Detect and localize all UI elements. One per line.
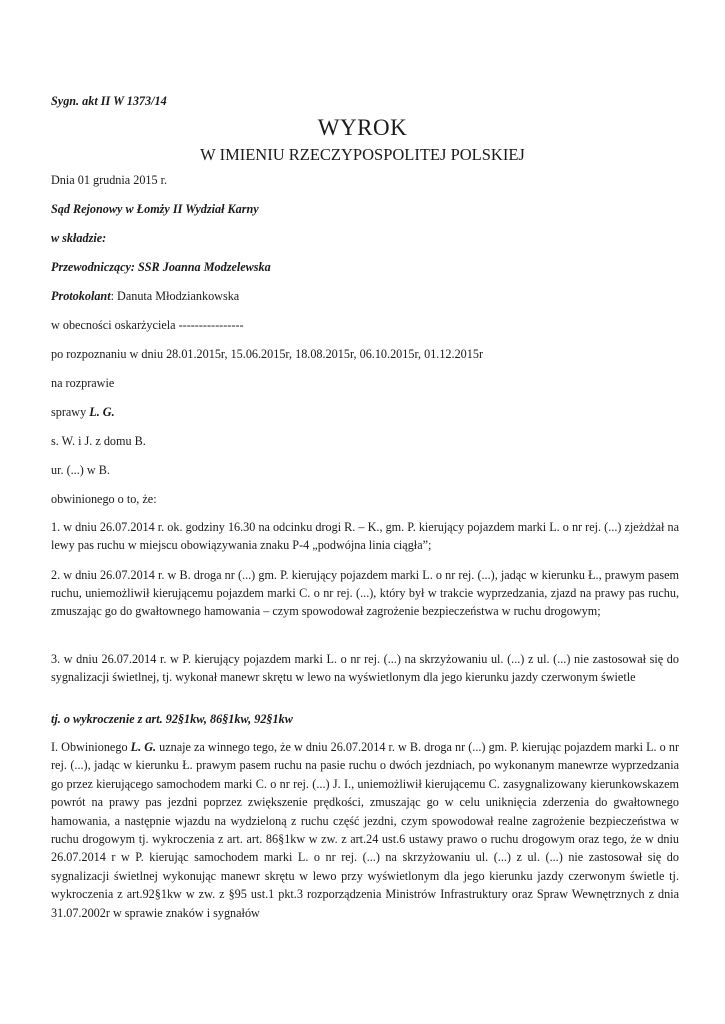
verdict-defendant-name: L. G.	[130, 740, 157, 754]
verdict-prefix: I. Obwinionego	[51, 740, 131, 754]
clerk-name: : Danuta Młodziankowska	[110, 289, 240, 303]
charge-1: 1. w dniu 26.07.2014 r. ok. godziny 16.30 na odcinku drogi R. – K., gm. P. kierujący pojazdem marki L. o nr rej. (...) zjeżdżał na lewy pas ruchu w miejscu obowiązywania znaku P-4 „podwójna linia ciągła”;	[51, 520, 679, 553]
birth-line: ur. (...) w B.	[51, 463, 110, 477]
verdict-text: uznaje za winnego tego, że w dniu 26.07.2014 r. w B. droga nr (...) gm. P. kierując pojazdem marki L. o nr rej. (...), jadąc w kierunku Ł. prawym pasem ruchu na pasie ruchu o dwóch jezdniach, po wykonanym manewrze wyprzedzania go przez kierującego samochodem marki C. o nr rej. (...) J. I., uniemożliwił kierującemu C. zasygnalizowany kierunkowskazem powrót na prawy pas jezdni poprzez zwiększenie prędkości, zmuszając go w celu uniknięcia zderzenia do gwałtownego hamowania, a następnie wjazdu na wydzieloną z ruchu część jezdni, czym spowodował realne zagrożenie bezpieczeństwa w ruchu drogowym tj. wykroczenia z art. art. 86§1kw w zw. z art.24 ust.6 ustawy prawo o ruchu drogowym oraz tego, że w dniu 26.07.2014 r w P. kierując samochodem marki L. o nr rej. (...) na skrzyżowaniu ul. (...) z ul. (...) nie zastosował się do sygnalizacji świetlnej wykonując manewr skrętu w lewo przy wyświetlonym dla jego kierunku jazdy czerwonym świetle tj. wykroczenia z art.92§1kw w zw. z §95 ust.1 pkt.3 rozporządzenia Ministrów Infrastruktury oraz Spraw Wewnętrznych z dnia 31.07.2002r w sprawie znaków i sygnałów	[51, 740, 680, 920]
defendant-name: L. G.	[89, 405, 115, 419]
court-name: Sąd Rejonowy w Łomży II Wydział Karny	[51, 202, 259, 216]
verdict-title: WYROK	[317, 115, 408, 140]
charge-3: 3. w dniu 26.07.2014 r. w P. kierujący pojazdem marki L. o nr rej. (...) na skrzyżowaniu ul. (...) z ul. (...) nie zastosował się do sygnalizacji świetlnej, tj. wykonał manewr skrętu w lewo na wyświetlonym dla jego kierunku jazdy czerwonym świetle	[51, 652, 679, 685]
verdict-paragraph	[51, 738, 679, 922]
clerk-line	[51, 289, 239, 304]
verdict-subtitle: W IMIENIU RZECZYPOSPOLITEJ POLSKIEJ	[200, 145, 525, 164]
case-prefix: sprawy	[51, 405, 90, 419]
parents-line: s. W. i J. z domu B.	[51, 434, 146, 448]
hearing-dates: po rozpoznaniu w dniu 28.01.2015r, 15.06.2015r, 18.08.2015r, 06.10.2015r, 01.12.2015r	[51, 347, 484, 361]
clerk-label: Protokolant	[51, 289, 111, 303]
chair-line: Przewodniczący: SSR Joanna Modzelewska	[51, 260, 271, 274]
prosecutor-line: w obecności oskarżyciela ----------------	[51, 318, 244, 332]
charge-2: 2. w dniu 26.07.2014 r. w B. droga nr (...) gm. P. kierujący pojazdem marki L. o nr rej. (...), jadąc w kierunku Ł., prawym pasem ruchu, uniemożliwił kierującemu pojazdem marki C. o nr rej. (...), który był w trakcie wyprzedzania, zjazd na prawy pas ruchu, zmuszając go do gwałtownego hamowania – czym spowodował zagrożenie bezpieczeństwa w ruchu drogowym;	[51, 568, 679, 619]
case-number: Sygn. akt II W 1373/14	[51, 94, 167, 108]
date-line: Dnia 01 grudnia 2015 r.	[51, 173, 168, 187]
composition-label: w składzie:	[51, 231, 107, 245]
case-line	[51, 405, 115, 420]
hearing-label: na rozprawie	[51, 376, 115, 390]
accused-of-line: obwinionego o to, że:	[51, 492, 157, 506]
offence-line: tj. o wykroczenie z art. 92§1kw, 86§1kw, 92§1kw	[51, 712, 293, 726]
